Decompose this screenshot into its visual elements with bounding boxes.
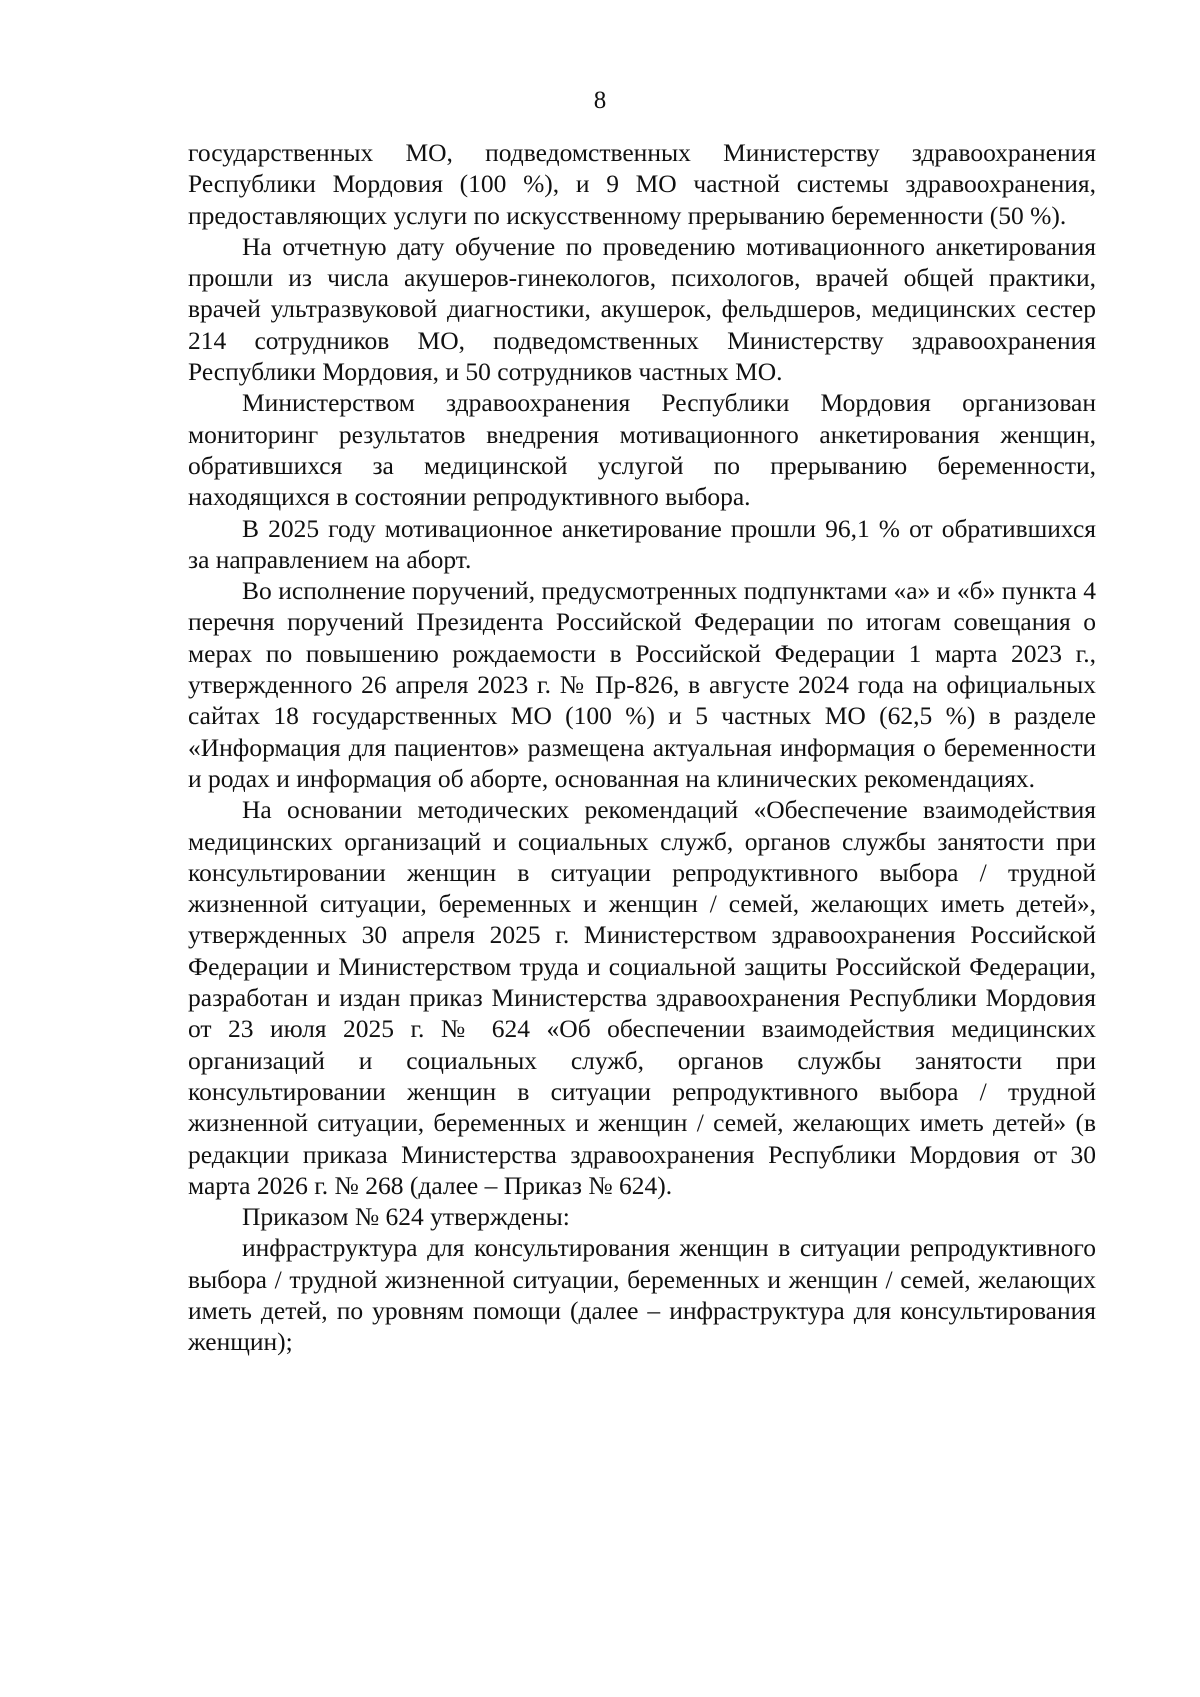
document-body [188,137,1096,1358]
paragraph-presidential-orders: Во исполнение поручений, предусмотренных подпунктами «а» и «б» пункта 4 перечня поручений Президента Российской Федерации по итогам совещания о мерах по повышению рождаемости в Российской Федерации 1 марта 2023 г., утвержденного 26 апреля 2023 г. № Пр-826, в августе 2024 года на официальных сайтах 18 государственных МО (100 %) и 5 частных МО (62,5 %) в разделе «Информация для пациентов» размещена актуальная информация о беременности и родах и информация об аборте, основанная на клинических рекомендациях. [188,576,1096,793]
paragraph-monitoring: Министерством здравоохранения Республики Мордовия организован мониторинг результатов внедрения мотивационного анкетирования женщин, обратившихся за медицинской услугой по прерыванию беременности, находящихся в состоянии репродуктивного выбора. [188,388,1096,512]
paragraph-order-approved: Приказом № 624 утверждены: [242,1202,570,1232]
paragraph-methodical-recommendations: На основании методических рекомендаций «Обеспечение взаимодействия медицинских организаций и социальных служб, органов службы занятости при консультировании женщин в ситуации репродуктивного выбора / трудной жизненной ситуации, беременных и женщин / семей, желающих иметь детей», утвержденных 30 апреля 2025 г. Министерством здравоохранения Российской Федерации и Министерством труда и социальной защиты Российской Федерации, разработан и издан приказ Министерства здравоохранения Республики Мордовия от 23 июля 2025 г. № 624 «Об обеспечении взаимодействия медицинских организаций и социальных служб, органов службы занятости при консультировании женщин в ситуации репродуктивного выбора / трудной жизненной ситуации, беременных и женщин / семей, желающих иметь детей» (в редакции приказа Министерства здравоохранения Республики Мордовия от 30 марта 2026 г. № 268 (далее – Приказ № 624). [188,795,1096,1200]
paragraph-continuation: государственных МО, подведомственных Министерству здравоохранения Республики Мордовия (100 %), и 9 МО частной системы здравоохранения, предоставляющих услуги по искусственному прерыванию беременности (50 %). [188,138,1096,230]
page-number: 8 [593,87,607,114]
paragraph-survey-2025: В 2025 году мотивационное анкетирование прошли 96,1 % от обратившихся за направлением на аборт. [188,513,1096,574]
paragraph-training: На отчетную дату обучение по проведению мотивационного анкетирования прошли из числа акушеров-гинекологов, психологов, врачей общей практики, врачей ультразвуковой диагностики, акушерок, фельдшеров, медицинских сестер 214 сотрудников МО, подведомственных Министерству здравоохранения Республики Мордовия, и 50 сотрудников частных МО. [188,231,1096,387]
paragraph-infrastructure: инфраструктура для консультирования женщин в ситуации репродуктивного выбора / трудной жизненной ситуации, беременных и женщин / семей, желающих иметь детей, по уровням помощи (далее – инфраструктура для консультирования женщин); [188,1233,1096,1357]
